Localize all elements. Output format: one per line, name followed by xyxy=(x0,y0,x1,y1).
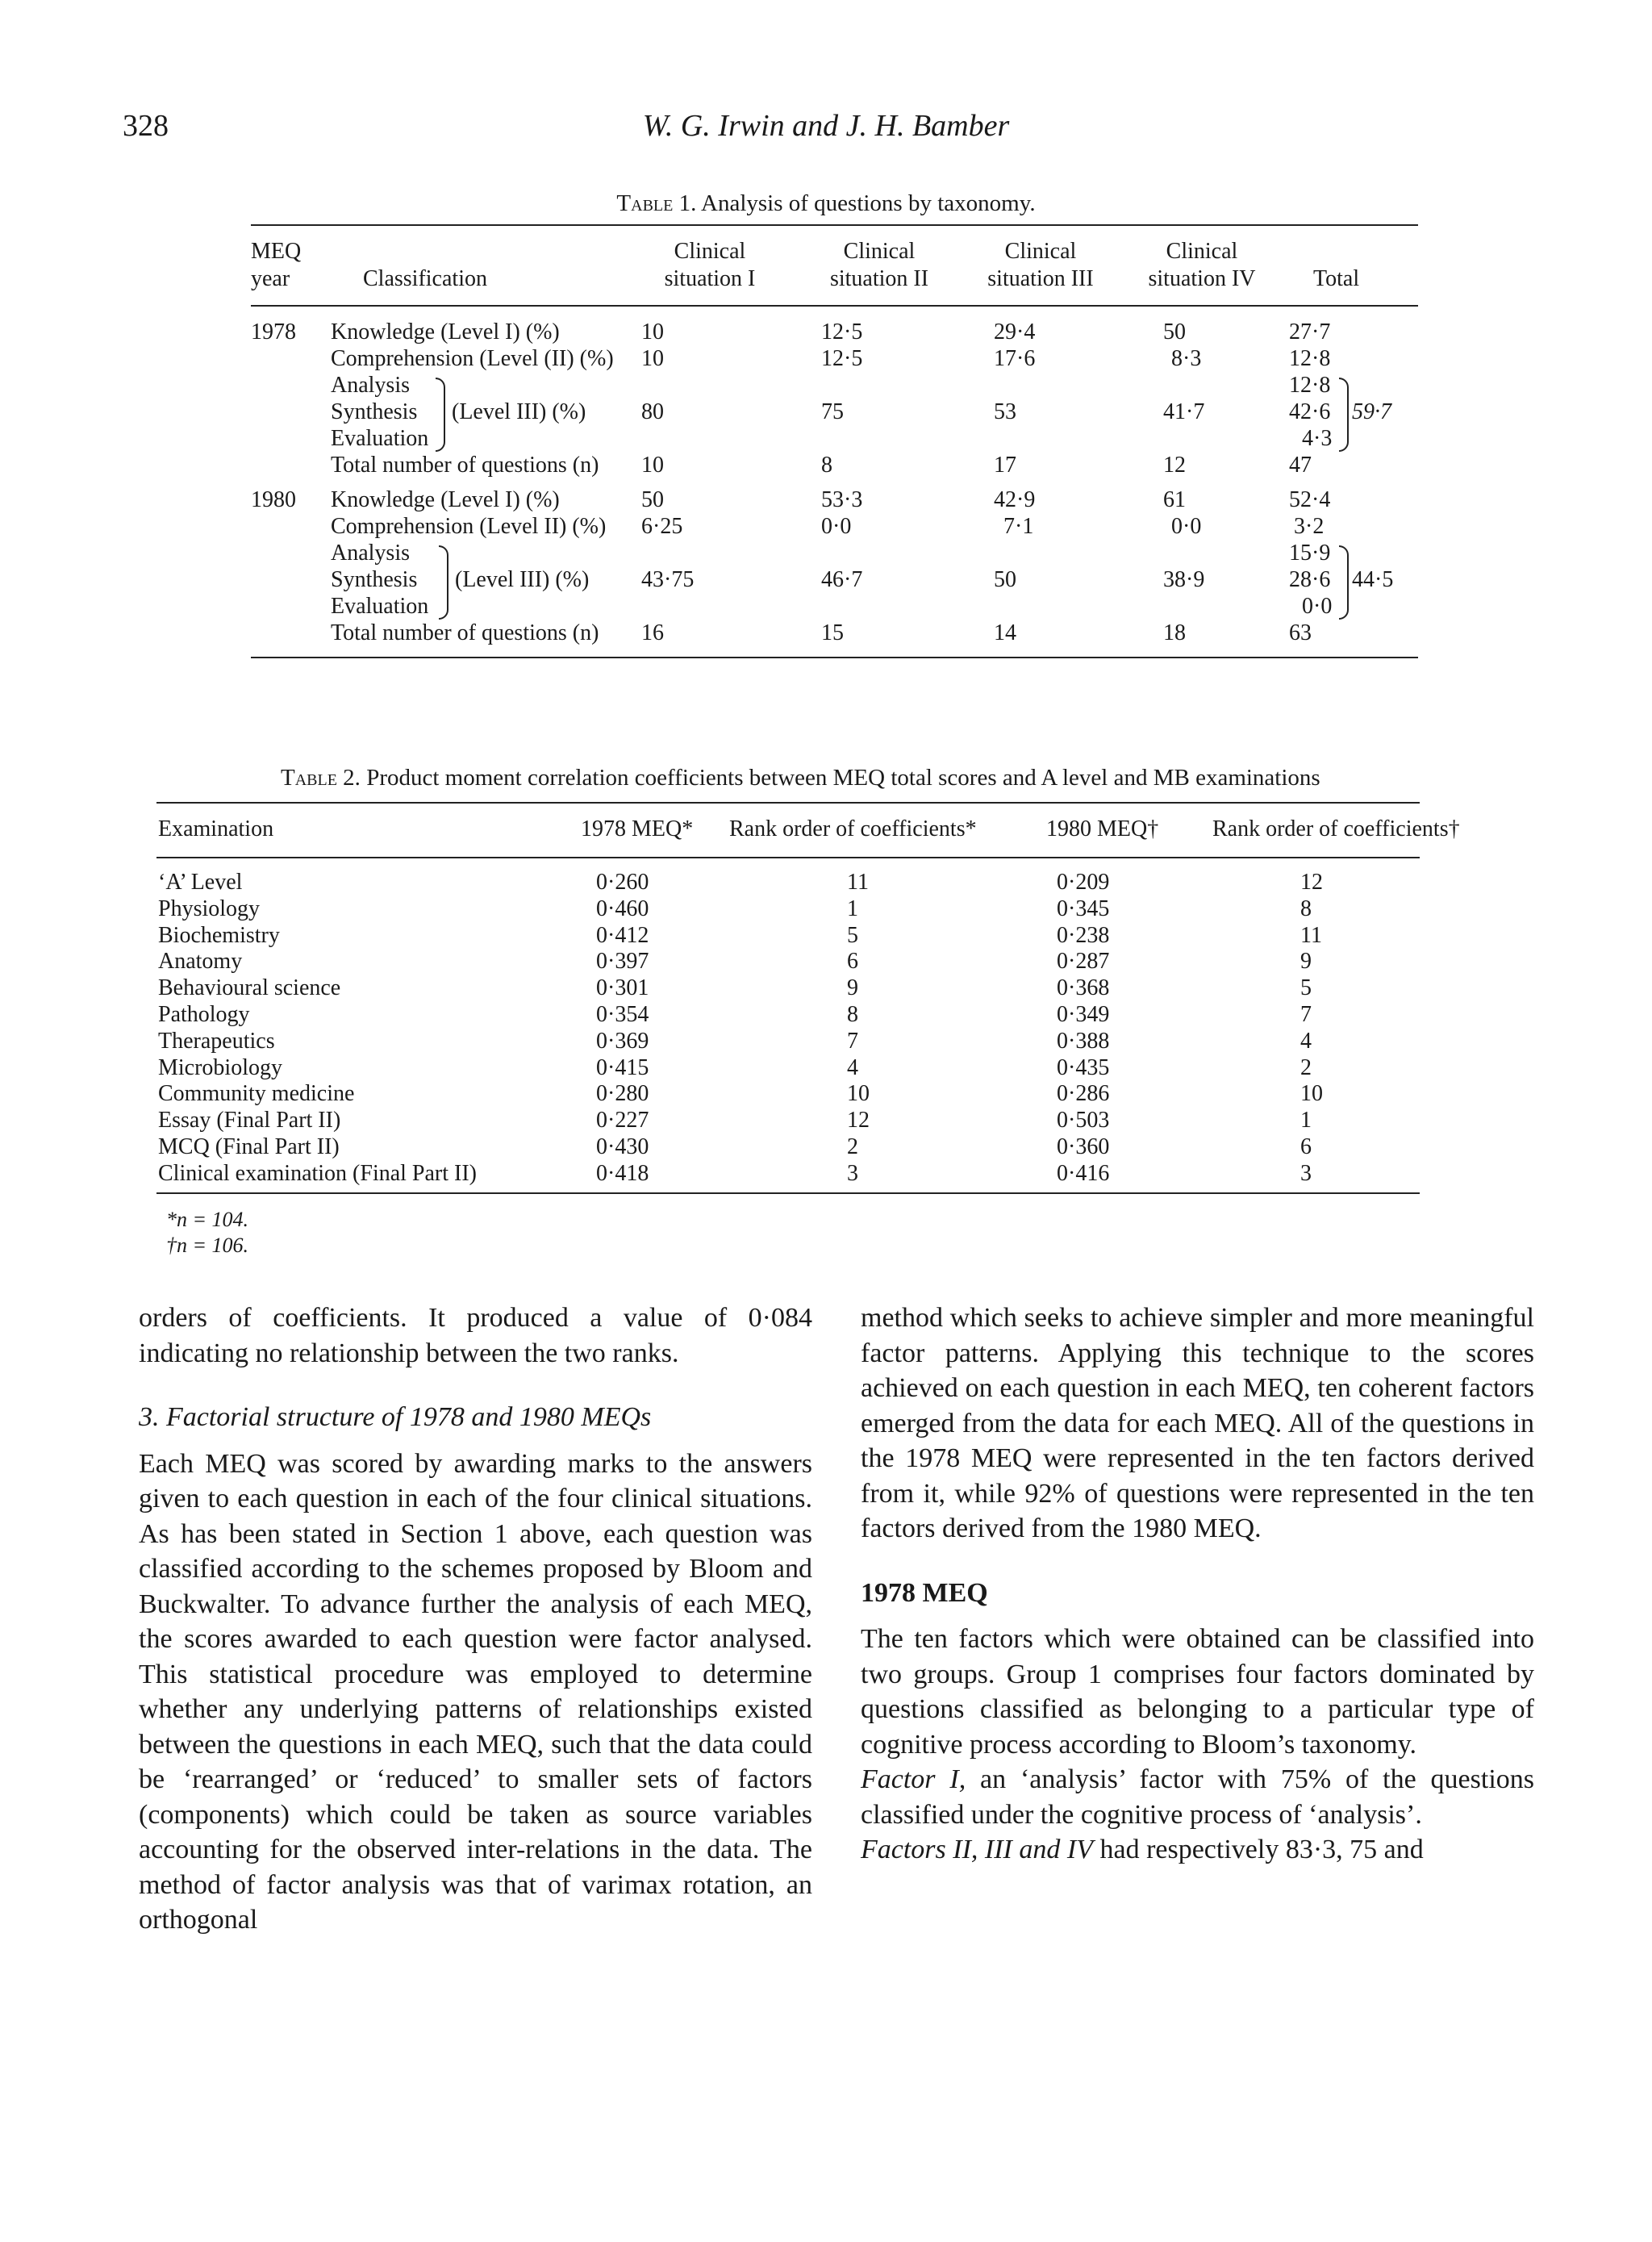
t1-total-brace xyxy=(1339,378,1349,452)
t1-cell: 0·0 xyxy=(1302,594,1333,619)
t1-cell: 27·7 xyxy=(1289,319,1331,344)
t1-group-label: Evaluation xyxy=(331,426,429,451)
t1-cell: 0·0 xyxy=(1171,514,1202,539)
t1-total-row-label: Total number of questions (n) xyxy=(331,453,599,478)
t1-cell: 42·6 xyxy=(1289,399,1331,424)
t1-cell: 6·25 xyxy=(641,514,683,539)
t2-h-1980: 1980 MEQ† xyxy=(1046,816,1159,841)
t1-cell: 8 xyxy=(821,453,832,478)
t1-h-classification: Classification xyxy=(363,266,487,291)
table2-caption xyxy=(281,765,1320,791)
t1-group-label: Analysis xyxy=(331,541,410,566)
t2-cell-1978: 0·301 xyxy=(596,975,649,1001)
table1-top-rule xyxy=(251,224,1418,226)
t2-cell-1980: 0·435 xyxy=(1057,1054,1110,1080)
t1-year-1980: 1980 xyxy=(251,487,296,512)
t1-cell: 8·3 xyxy=(1171,346,1202,371)
t1-cell: 16 xyxy=(641,620,664,645)
t1-cell: 50 xyxy=(641,487,664,512)
t1-group-label: Synthesis xyxy=(331,567,418,592)
t1-row-label: Comprehension (Level (II) (%) xyxy=(331,346,614,371)
t2-cell-exam: MCQ (Final Part II) xyxy=(158,1134,340,1159)
t2-cell-rank1978: 8 xyxy=(847,1002,858,1027)
table2-label: Table 2. xyxy=(281,765,361,791)
t1-h-clin2: Clinical xyxy=(843,239,916,264)
t1-group-label: Synthesis xyxy=(331,399,418,424)
t1-cell: 63 xyxy=(1289,620,1312,645)
t1-group-label: Evaluation xyxy=(331,594,429,619)
t2-cell-rank1980: 5 xyxy=(1300,975,1312,1001)
t2-cell-1978: 0·260 xyxy=(596,870,649,895)
t2-cell-rank1980: 9 xyxy=(1300,949,1312,975)
t1-cell: 29·4 xyxy=(994,319,1036,344)
t2-cell-rank1980: 4 xyxy=(1300,1028,1312,1054)
t1-h-clin1: Clinical xyxy=(674,239,746,264)
t1-cell: 3·2 xyxy=(1294,514,1325,539)
right-paragraph-2: The ten factors which were obtained can be classified into two groups. Group 1 comprises four factors dominated by questions classified as belonging to a particular type of cognitive process according to Bloom’s taxonomy. xyxy=(861,1624,1534,1760)
t1-total-brace xyxy=(1339,545,1349,620)
t2-cell-1978: 0·397 xyxy=(596,949,649,975)
t1-cell: 50 xyxy=(994,567,1016,592)
factor-i-text: an ‘analysis’ factor with 75% of the questions classified under the cognitive process of ‘analysis’. xyxy=(861,1764,1534,1830)
t2-cell-1978: 0·369 xyxy=(596,1028,649,1054)
t2-cell-exam: Anatomy xyxy=(158,949,243,975)
factors-lead: Factors II, III and IV xyxy=(861,1835,1093,1864)
table1-bottom-rule xyxy=(251,657,1418,658)
t1-cell: 42·9 xyxy=(994,487,1036,512)
t2-cell-1980: 0·345 xyxy=(1057,896,1110,921)
t2-cell-exam: Clinical examination (Final Part II) xyxy=(158,1160,478,1186)
t1-h-meq: MEQ xyxy=(251,239,302,264)
t2-cell-rank1980: 7 xyxy=(1300,1002,1312,1027)
t2-cell-rank1980: 3 xyxy=(1300,1160,1312,1186)
t1-cell: 18 xyxy=(1163,620,1186,645)
t2-h-rank1978: Rank order of coefficients* xyxy=(729,816,977,841)
t2-cell-rank1978: 1 xyxy=(847,896,858,921)
section-heading: 3. Factorial structure of 1978 and 1980 MEQs xyxy=(139,1402,652,1432)
t1-cell: 28·6 xyxy=(1289,567,1331,592)
t1-combined: 44·5 xyxy=(1352,567,1394,592)
t2-cell-1980: 0·360 xyxy=(1057,1134,1110,1159)
t2-cell-1980: 0·286 xyxy=(1057,1081,1110,1107)
t1-cell: 53 xyxy=(994,399,1016,424)
table2-bottom-rule xyxy=(156,1192,1420,1194)
right-column xyxy=(861,1301,1534,1868)
t1-cell: 38·9 xyxy=(1163,567,1205,592)
t2-cell-rank1978: 2 xyxy=(847,1134,858,1159)
t1-h-s4: situation IV xyxy=(1148,266,1256,291)
t2-cell-1978: 0·354 xyxy=(596,1002,649,1027)
t2-cell-1978: 0·280 xyxy=(596,1081,649,1107)
left-paragraph-1: orders of coefficients. It produced a value of 0·084 indicating no relationship between the two ranks. xyxy=(139,1303,812,1368)
t2-cell-rank1978: 4 xyxy=(847,1054,858,1080)
t1-cell: 12·8 xyxy=(1289,373,1331,398)
t2-cell-rank1980: 11 xyxy=(1300,922,1322,948)
t1-h-clin4: Clinical xyxy=(1166,239,1238,264)
t1-year-1978: 1978 xyxy=(251,319,296,344)
t2-footnote-1: *n = 104. xyxy=(166,1208,249,1231)
t2-cell-rank1980: 1 xyxy=(1300,1108,1312,1134)
t2-cell-1978: 0·430 xyxy=(596,1134,649,1159)
t1-group-level: (Level III) (%) xyxy=(455,567,590,592)
t2-cell-rank1980: 10 xyxy=(1300,1081,1323,1107)
t1-cell: 17 xyxy=(994,453,1016,478)
t1-group-label: Analysis xyxy=(331,373,410,398)
factors-text: had respectively 83·3, 75 and xyxy=(1092,1835,1424,1864)
t2-cell-exam: Pathology xyxy=(158,1002,250,1027)
t1-h-total: Total xyxy=(1313,266,1360,291)
running-head: W. G. Irwin and J. H. Bamber xyxy=(642,109,1010,143)
t1-cell: 47 xyxy=(1289,453,1312,478)
t1-cell: 41·7 xyxy=(1163,399,1205,424)
t2-cell-exam: Microbiology xyxy=(158,1054,282,1080)
t1-cell: 75 xyxy=(821,399,844,424)
t1-row-label: Knowledge (Level I) (%) xyxy=(331,487,560,512)
t2-cell-rank1978: 10 xyxy=(847,1081,870,1107)
t1-cell: 50 xyxy=(1163,319,1186,344)
right-paragraph-4 xyxy=(861,1832,1534,1868)
t1-cell: 0·0 xyxy=(821,514,852,539)
t1-h-s3: situation III xyxy=(987,266,1094,291)
table2-top-rule xyxy=(156,802,1420,804)
t2-cell-1978: 0·415 xyxy=(596,1054,649,1080)
table1-title: Analysis of questions by taxonomy. xyxy=(701,190,1036,216)
t1-cell: 53·3 xyxy=(821,487,863,512)
t2-cell-exam: Physiology xyxy=(158,896,261,921)
table1-label: Table 1. xyxy=(616,190,697,216)
t1-cell: 12·5 xyxy=(821,319,863,344)
t2-cell-exam: Community medicine xyxy=(158,1081,355,1107)
t2-cell-exam: Essay (Final Part II) xyxy=(158,1108,341,1134)
t1-cell: 14 xyxy=(994,620,1016,645)
t1-combined: 59·7 xyxy=(1352,399,1391,424)
t1-cell: 12·5 xyxy=(821,346,863,371)
t1-cell: 61 xyxy=(1163,487,1186,512)
t2-cell-rank1980: 12 xyxy=(1300,870,1323,895)
table1-caption xyxy=(0,190,1652,217)
factor-i-lead: Factor I, xyxy=(861,1764,966,1794)
t2-cell-1980: 0·349 xyxy=(1057,1002,1110,1027)
t2-cell-1980: 0·388 xyxy=(1057,1028,1110,1054)
t1-row-label: Knowledge (Level I) (%) xyxy=(331,319,560,344)
t2-cell-rank1978: 9 xyxy=(847,975,858,1001)
subsection-heading: 1978 MEQ xyxy=(861,1577,988,1608)
t1-group-brace xyxy=(436,378,445,452)
t1-cell: 12 xyxy=(1163,453,1186,478)
t2-cell-1978: 0·412 xyxy=(596,922,649,948)
t1-cell: 10 xyxy=(641,346,664,371)
t2-cell-rank1978: 7 xyxy=(847,1028,858,1054)
t1-h-s2: situation II xyxy=(829,266,929,291)
t1-cell: 4·3 xyxy=(1302,426,1333,451)
t2-h-1978: 1978 MEQ* xyxy=(581,816,694,841)
t2-cell-rank1980: 6 xyxy=(1300,1134,1312,1159)
t2-cell-exam: ‘A’ Level xyxy=(158,870,243,895)
t2-h-examination: Examination xyxy=(158,816,274,841)
t2-h-rank1980: Rank order of coefficients† xyxy=(1212,816,1460,841)
t2-cell-1980: 0·238 xyxy=(1057,922,1110,948)
t2-cell-exam: Behavioural science xyxy=(158,975,341,1001)
t2-cell-1978: 0·418 xyxy=(596,1160,649,1186)
t2-cell-rank1978: 12 xyxy=(847,1108,870,1134)
t2-cell-1978: 0·460 xyxy=(596,896,649,921)
t1-group-brace xyxy=(439,545,448,620)
t2-cell-1980: 0·368 xyxy=(1057,975,1110,1001)
table2-title: Product moment correlation coefficients between MEQ total scores and A level and MB examinations xyxy=(366,765,1320,791)
t2-cell-rank1980: 8 xyxy=(1300,896,1312,921)
left-paragraph-2: Each MEQ was scored by awarding marks to the answers given to each question in each of the four clinical situations. As has been stated in Section 1 above, each question was classified according to the schemes proposed by Bloom and Buckwalter. To advance further the analysis of each MEQ, the scores awarded to each question were factor analysed. This statistical procedure was employed to determine whether any underlying patterns of relationships existed between the questions in each MEQ, such that the data could be ‘rearranged’ or ‘reduced’ to smaller sets of factors (components) which could be taken as source variables accounting for the observed inter-relations in the data. The method of factor analysis was that of varimax rotation, an orthogonal xyxy=(139,1448,812,1935)
t1-cell: 15 xyxy=(821,620,844,645)
t2-cell-1978: 0·227 xyxy=(596,1108,649,1134)
t2-cell-1980: 0·209 xyxy=(1057,870,1110,895)
t2-cell-rank1978: 3 xyxy=(847,1160,858,1186)
t2-cell-exam: Biochemistry xyxy=(158,922,280,948)
t1-h-clin3: Clinical xyxy=(1004,239,1077,264)
t1-cell: 12·8 xyxy=(1289,346,1331,371)
t1-cell: 52·4 xyxy=(1289,487,1331,512)
t1-cell: 15·9 xyxy=(1289,541,1331,566)
right-paragraph-1: method which seeks to achieve simpler and more meaningful factor patterns. Applying this technique to the scores achieved on each question in each MEQ, ten coherent factors emerged from the data for each MEQ. All of the questions in the 1978 MEQ were represented in the ten factors derived from it, while 92% of questions were represented in the ten factors derived from the 1980 MEQ. xyxy=(861,1303,1534,1543)
t1-cell: 43·75 xyxy=(641,567,695,592)
t1-cell: 7·1 xyxy=(1003,514,1034,539)
t1-cell: 46·7 xyxy=(821,567,863,592)
table2-header-rule xyxy=(156,857,1420,858)
t2-cell-rank1980: 2 xyxy=(1300,1054,1312,1080)
t2-cell-rank1978: 5 xyxy=(847,922,858,948)
t1-total-row-label: Total number of questions (n) xyxy=(331,620,599,645)
t2-cell-rank1978: 6 xyxy=(847,949,858,975)
t1-h-s1: situation I xyxy=(664,266,756,291)
t1-cell: 80 xyxy=(641,399,664,424)
table1-header-rule xyxy=(251,305,1418,307)
t1-group-level: (Level III) (%) xyxy=(452,399,586,424)
t2-cell-rank1978: 11 xyxy=(847,870,869,895)
t1-cell: 10 xyxy=(641,319,664,344)
t2-footnote-2: †n = 106. xyxy=(166,1234,249,1257)
t1-cell: 10 xyxy=(641,453,664,478)
t2-cell-1980: 0·416 xyxy=(1057,1160,1110,1186)
page-number: 328 xyxy=(123,109,169,143)
t1-cell: 17·6 xyxy=(994,346,1036,371)
t2-cell-exam: Therapeutics xyxy=(158,1028,275,1054)
t1-h-year: year xyxy=(251,266,290,291)
t2-cell-1980: 0·503 xyxy=(1057,1108,1110,1134)
t2-cell-1980: 0·287 xyxy=(1057,949,1110,975)
t1-row-label: Comprehension (Level II) (%) xyxy=(331,514,607,539)
left-column xyxy=(139,1301,812,1938)
right-paragraph-3 xyxy=(861,1762,1534,1832)
